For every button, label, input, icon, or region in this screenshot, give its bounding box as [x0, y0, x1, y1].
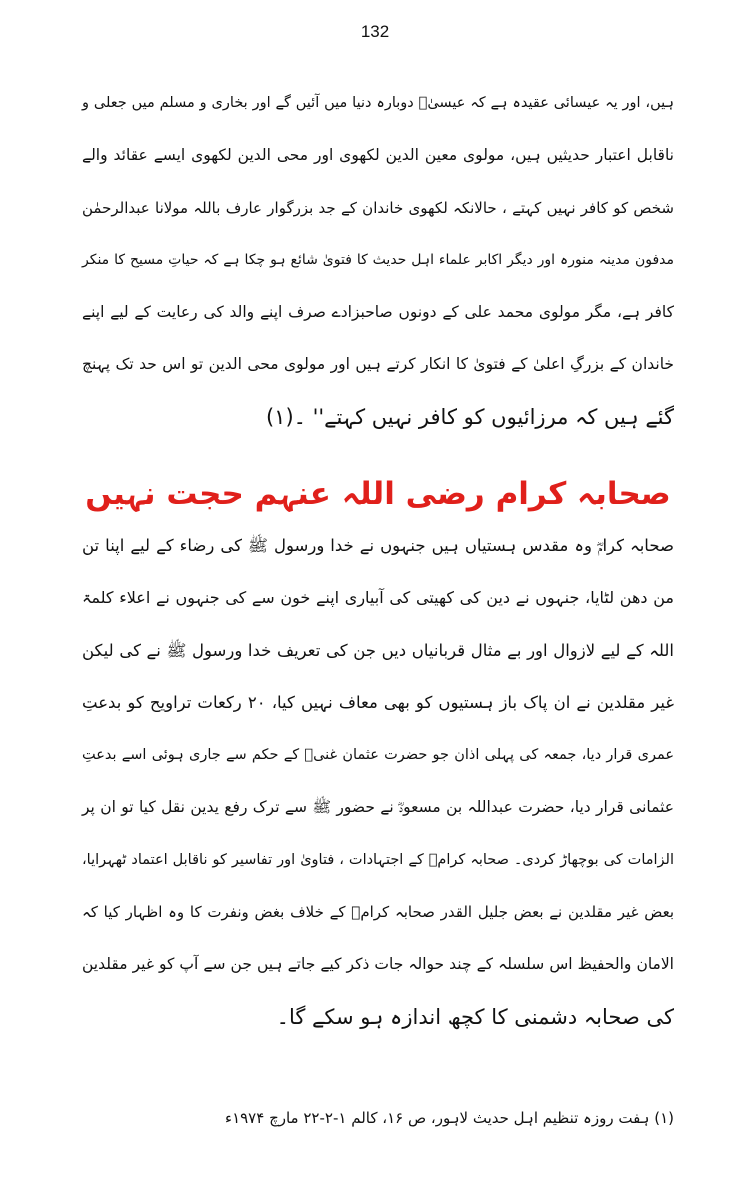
text-line: عمری قرار دیا، جمعہ کی پہلی اذان جو حضرت عثمان غنیؓ کے حکم سے جاری ہوئی اسے بدعتِ: [82, 747, 674, 764]
text-line: ناقابل اعتبار حدیثیں ہیں، مولوی معین الدین لکھوی اور محی الدین لکھوی ایسے عقائد والے: [82, 146, 674, 165]
text-line: الزامات کی بوچھاڑ کردی۔ صحابہ کرامؓ کے اجتہادات ، فتاویٰ اور تفاسیر کو ناقابل اعتماد ٹھہرایا،: [82, 851, 674, 868]
footnote: (۱) ہفت روزہ تنظیم اہل حدیث لاہور، ص ۱۶، کالم ۱-۲-۲۲ مارچ ۱۹۷۴ء: [225, 1109, 674, 1127]
text-line: غیر مقلدین نے ان پاک باز ہستیوں کو بھی معاف نہیں کیا، ۲۰ رکعات تراویح کو بدعتِ: [82, 692, 675, 712]
text-line: خاندان کے بزرگِ اعلیٰ کے فتویٰ کا انکار کرتے ہیں اور مولوی محی الدین تو اس حد تک پہنچ: [82, 355, 674, 374]
text-line: الامان والحفیظ اس سلسلہ کے چند حوالہ جات ذکر کیے جاتے ہیں جن سے آپ کو غیر مقلدین: [82, 955, 674, 974]
page-number: 132: [360, 22, 390, 41]
text-line: صحابہ کرامؓ وہ مقدس ہستیاں ہیں جنہوں نے خدا ورسول ﷺ کی رضاء کے لیے اپنا تن: [82, 536, 674, 555]
paragraph-intro: [82, 77, 674, 443]
text-line: عثمانی قرار دیا، حضرت عبداللہ بن مسعودؓ نے حضور ﷺ سے ترک رفع یدین نقل کیا تو ان پر: [82, 798, 674, 817]
text-line: من دھن لٹایا، جنہوں نے دین کی کھیتی کی آبیاری اپنے خون سے کی جنہوں نے اعلاء کلمۃ: [82, 588, 674, 608]
text-line: اللہ کے لیے لازوال اور بے مثال قربانیاں دیں جن کی تعریف خدا ورسول ﷺ نے کی لیکن: [82, 640, 674, 660]
paragraph-sahaba: [82, 520, 674, 1043]
text-line: مدفون مدینہ منورہ اور دیگر اکابر علماء اہل حدیث کا فتویٰ شائع ہو چکا ہے کہ حیاتِ مسیح کا منکر: [82, 251, 674, 268]
text-line: کافر ہے، مگر مولوی محمد علی کے دونوں صاحبزادے صرف اپنے والد کی رعایت کے لیے اپنے: [82, 303, 674, 322]
text-line: گئے ہیں کہ مرزائیوں کو کافر نہیں کہتے'' ۔(۱): [265, 404, 674, 429]
text-line: کی صحابہ دشمنی کا کچھ اندازہ ہو سکے گا۔: [276, 1004, 674, 1029]
section-heading: صحابہ کرام رضی اللہ عنہم حجت نہیں: [85, 476, 671, 512]
text-line: ہیں، اور یہ عیسائی عقیدہ ہے کہ عیسیٰؑ دوبارہ دنیا میں آئیں گے اور بخاری و مسلم میں جعلی و: [82, 95, 674, 111]
text-line: شخص کو کافر نہیں کہتے ، حالانکہ لکھوی خاندان کے جد بزرگوار عارف باللہ مولانا عبدالرحمٰن: [82, 198, 674, 217]
text-line: بعض غیر مقلدین نے بعض جلیل القدر صحابہ کرامؓ کے خلاف بغض ونفرت کا وہ اظہار کیا کہ: [82, 903, 674, 922]
